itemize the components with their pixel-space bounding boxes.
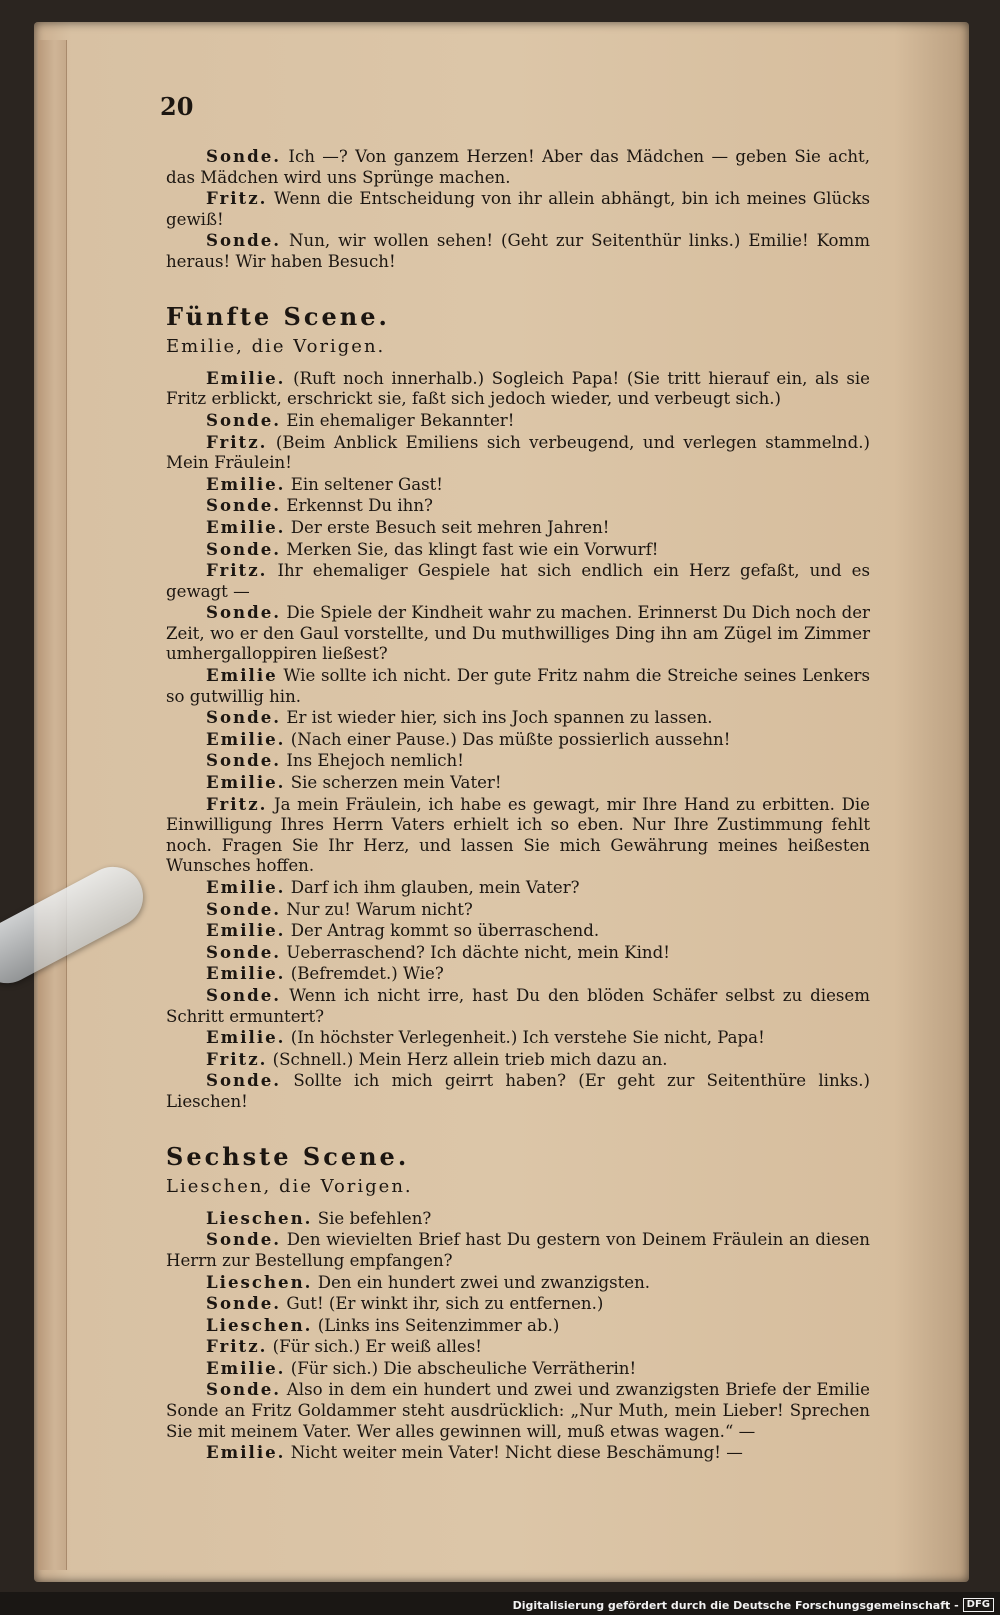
speaker-name: Sonde. [206, 898, 282, 919]
dialogue-line [166, 1208, 870, 1230]
line-text: Ein ehemaliger Bekannter! [281, 410, 515, 430]
line-text: (Befremdet.) Wie? [285, 964, 444, 984]
line-text: Den wievielten Brief hast Du gestern von Deinem Fräulein an diesen Herrn zur Bestellung empfangen? [166, 1230, 870, 1270]
line-text: Der erste Besuch seit mehren Jahren! [285, 517, 610, 537]
speaker-name: Emilie. [206, 1027, 286, 1048]
line-text: (Für sich.) Die abscheuliche Verrätherin! [285, 1358, 637, 1378]
line-text: Darf ich ihm glauben, mein Vater? [285, 878, 580, 897]
line-text: Wenn die Entscheidung von ihr allein abhängt, bin ich meines Glücks gewiß! [166, 189, 870, 229]
scene6-dialogue [166, 1208, 870, 1464]
scene5-title: Fünfte Scene. [166, 301, 390, 331]
line-text: Nicht weiter mein Vater! Nicht diese Beschämung! — [285, 1443, 743, 1463]
dialogue-line [166, 432, 870, 474]
line-text: Ich —? Von ganzem Herzen! Aber das Mädchen — geben Sie acht, das Mädchen wird uns Sprünge machen. [166, 147, 870, 187]
speaker-name: Emilie [206, 665, 278, 686]
page-edge [38, 40, 67, 1570]
dialogue-line [166, 707, 870, 729]
opening-dialogue [166, 146, 870, 273]
speaker-name: Emilie. [206, 877, 286, 897]
line-text: (Für sich.) Er weiß alles! [267, 1337, 482, 1357]
line-text: (Nach einer Pause.) Das müßte possierlich aussehn! [285, 729, 731, 749]
line-text: Ein seltener Gast! [285, 474, 443, 494]
dialogue-line [166, 517, 870, 539]
line-text: Merken Sie, das klingt fast wie ein Vorwurf! [281, 539, 659, 559]
speaker-name: Fritz. [206, 560, 268, 581]
scene5-dialogue [166, 368, 870, 1113]
speaker-name: Sonde. [206, 495, 282, 516]
speaker-name: Sonde. [206, 1293, 282, 1314]
dialogue-line [166, 368, 870, 410]
dialogue-line [166, 560, 870, 602]
line-text: (Schnell.) Mein Herz allein trieb mich dazu an. [267, 1049, 668, 1069]
dialogue-line [166, 1027, 870, 1049]
dialogue-line [166, 1272, 870, 1294]
speaker-name: Sonde. [206, 409, 282, 430]
speaker-name: Emilie. [206, 367, 286, 388]
line-text: Erkennst Du ihn? [281, 496, 433, 516]
line-text: (Ruft noch innerhalb.) Sogleich Papa! (Sie tritt hierauf ein, als sie Fritz erblickt, erschrickt sie, faßt sich jedoch wieder, und verbeugt sich.) [166, 368, 870, 409]
dialogue-line [166, 230, 870, 272]
speaker-name: Fritz. [206, 1336, 268, 1357]
speaker-name: Emilie. [206, 920, 286, 941]
line-text: Ins Ehejoch nemlich! [281, 751, 464, 771]
speaker-name: Sonde. [206, 230, 282, 251]
speaker-name: Emilie. [206, 728, 286, 749]
dialogue-line [166, 877, 870, 899]
dfg-logo-icon: DFG [963, 1598, 994, 1612]
scene6-cast: Lieschen, die Vorigen. [166, 1176, 413, 1198]
dialogue-line [166, 985, 870, 1027]
text-block [166, 146, 870, 1464]
dialogue-line [166, 794, 870, 877]
line-text: Ueberraschend? Ich dächte nicht, mein Kind! [281, 942, 670, 962]
dialogue-line [166, 772, 870, 794]
line-text: Gut! (Er winkt ihr, sich zu entfernen.) [281, 1294, 604, 1314]
line-text: Den ein hundert zwei und zwanzigsten. [312, 1272, 651, 1292]
dialogue-line [166, 920, 870, 942]
line-text: Nun, wir wollen sehen! (Geht zur Seitenthür links.) Emilie! Komm heraus! Wir haben Besuch! [166, 231, 870, 271]
dialogue-line [166, 1049, 870, 1071]
speaker-name: Emilie. [206, 1357, 286, 1378]
speaker-name: Emilie. [206, 473, 286, 494]
line-text: (Links ins Seitenzimmer ab.) [312, 1315, 560, 1335]
speaker-name: Sonde. [206, 1229, 282, 1250]
line-text: Er ist wieder hier, sich ins Joch spannen zu lassen. [281, 708, 713, 728]
dialogue-line [166, 602, 870, 665]
dialogue-line [166, 1229, 870, 1271]
dialogue-line [166, 665, 870, 707]
speaker-name: Emilie. [206, 963, 286, 984]
dialogue-line [166, 146, 870, 188]
scene6-title: Sechste Scene. [166, 1141, 410, 1171]
line-text: (Beim Anblick Emiliens sich verbeugend, und verlegen stammelnd.) Mein Fräulein! [166, 432, 870, 473]
dialogue-line [166, 899, 870, 921]
line-text: Nur zu! Warum nicht? [281, 899, 473, 919]
line-text: Sie befehlen? [312, 1208, 432, 1228]
line-text: Wenn ich nicht irre, hast Du den blöden Schäfer selbst zu diesem Schritt ermuntert? [166, 985, 870, 1026]
page-number: 20 [160, 92, 194, 121]
footer [513, 1598, 994, 1612]
dialogue-line [166, 474, 870, 496]
speaker-name: Sonde. [206, 984, 282, 1005]
dialogue-line [166, 729, 870, 751]
dialogue-line [166, 963, 870, 985]
scene5-cast: Emilie, die Vorigen. [166, 336, 386, 358]
dialogue-line [166, 1379, 870, 1442]
speaker-name: Fritz. [206, 793, 268, 814]
dialogue-line [166, 1315, 870, 1337]
speaker-name: Emilie. [206, 516, 286, 537]
dialogue-line [166, 1293, 870, 1315]
speaker-name: Emilie. [206, 772, 286, 793]
line-text: Sollte ich mich geirrt haben? (Er geht zur Seitenthüre links.) Lieschen! [166, 1071, 870, 1111]
speaker-name: Sonde. [206, 707, 282, 728]
speaker-name: Fritz. [206, 1048, 268, 1069]
speaker-name: Sonde. [206, 538, 282, 559]
dialogue-line [166, 1442, 870, 1464]
dialogue-line [166, 1358, 870, 1380]
dialogue-line [166, 495, 870, 517]
footer-credit: Digitalisierung gefördert durch die Deutsche Forschungsgemeinschaft - [512, 1598, 959, 1612]
dialogue-line [166, 1336, 870, 1358]
speaker-name: Emilie. [206, 1442, 286, 1463]
dialogue-line [166, 942, 870, 964]
dialogue-line [166, 1070, 870, 1112]
dialogue-line [166, 539, 870, 561]
speaker-name: Fritz. [206, 188, 268, 209]
line-text: Der Antrag kommt so überraschend. [285, 921, 600, 941]
line-text: Ihr ehemaliger Gespiele hat sich endlich ein Herz gefaßt, und es gewagt — [166, 561, 870, 601]
line-text: Sie scherzen mein Vater! [285, 773, 502, 793]
speaker-name: Sonde. [206, 146, 282, 166]
speaker-name: Lieschen. [206, 1207, 313, 1228]
speaker-name: Lieschen. [206, 1314, 313, 1335]
line-text: Wie sollte ich nicht. Der gute Fritz nahm die Streiche seines Lenkers so gutwillig hin. [166, 666, 870, 706]
line-text: Die Spiele der Kindheit wahr zu machen. Erinnerst Du Dich noch der Zeit, wo er den Gaul vorstellte, und Du muthwilliges Ding ihn am Zügel im Zimmer umhergalloppiren ließest? [166, 603, 870, 664]
dialogue-line [166, 188, 870, 230]
speaker-name: Sonde. [206, 602, 282, 623]
speaker-name: Lieschen. [206, 1271, 313, 1292]
dialogue-line [166, 410, 870, 432]
dialogue-line [166, 750, 870, 772]
speaker-name: Sonde. [206, 941, 282, 962]
line-text: Also in dem ein hundert und zwei und zwanzigsten Briefe der Emilie Sonde an Fritz Goldammer steht ausdrücklich: „Nur Muth, mein Lieber! Sprechen Sie mit meinem Vater. Wer alles gewinnen will, muß etwas wagen.“ — [166, 1380, 870, 1441]
line-text: Ja mein Fräulein, ich habe es gewagt, mir Ihre Hand zu erbitten. Die Einwilligung Ihres Herrn Vaters erhielt ich so eben. Nur Ihre Zustimmung fehlt noch. Fragen Sie Ihr Herz, und lassen Sie mich Gewährung meines heißesten Wunsches hoffen. [166, 794, 870, 876]
line-text: (In höchster Verlegenheit.) Ich verstehe Sie nicht, Papa! [285, 1028, 765, 1048]
speaker-name: Fritz. [206, 431, 268, 452]
speaker-name: Sonde. [206, 1070, 282, 1091]
speaker-name: Sonde. [206, 750, 282, 771]
speaker-name: Sonde. [206, 1379, 282, 1400]
